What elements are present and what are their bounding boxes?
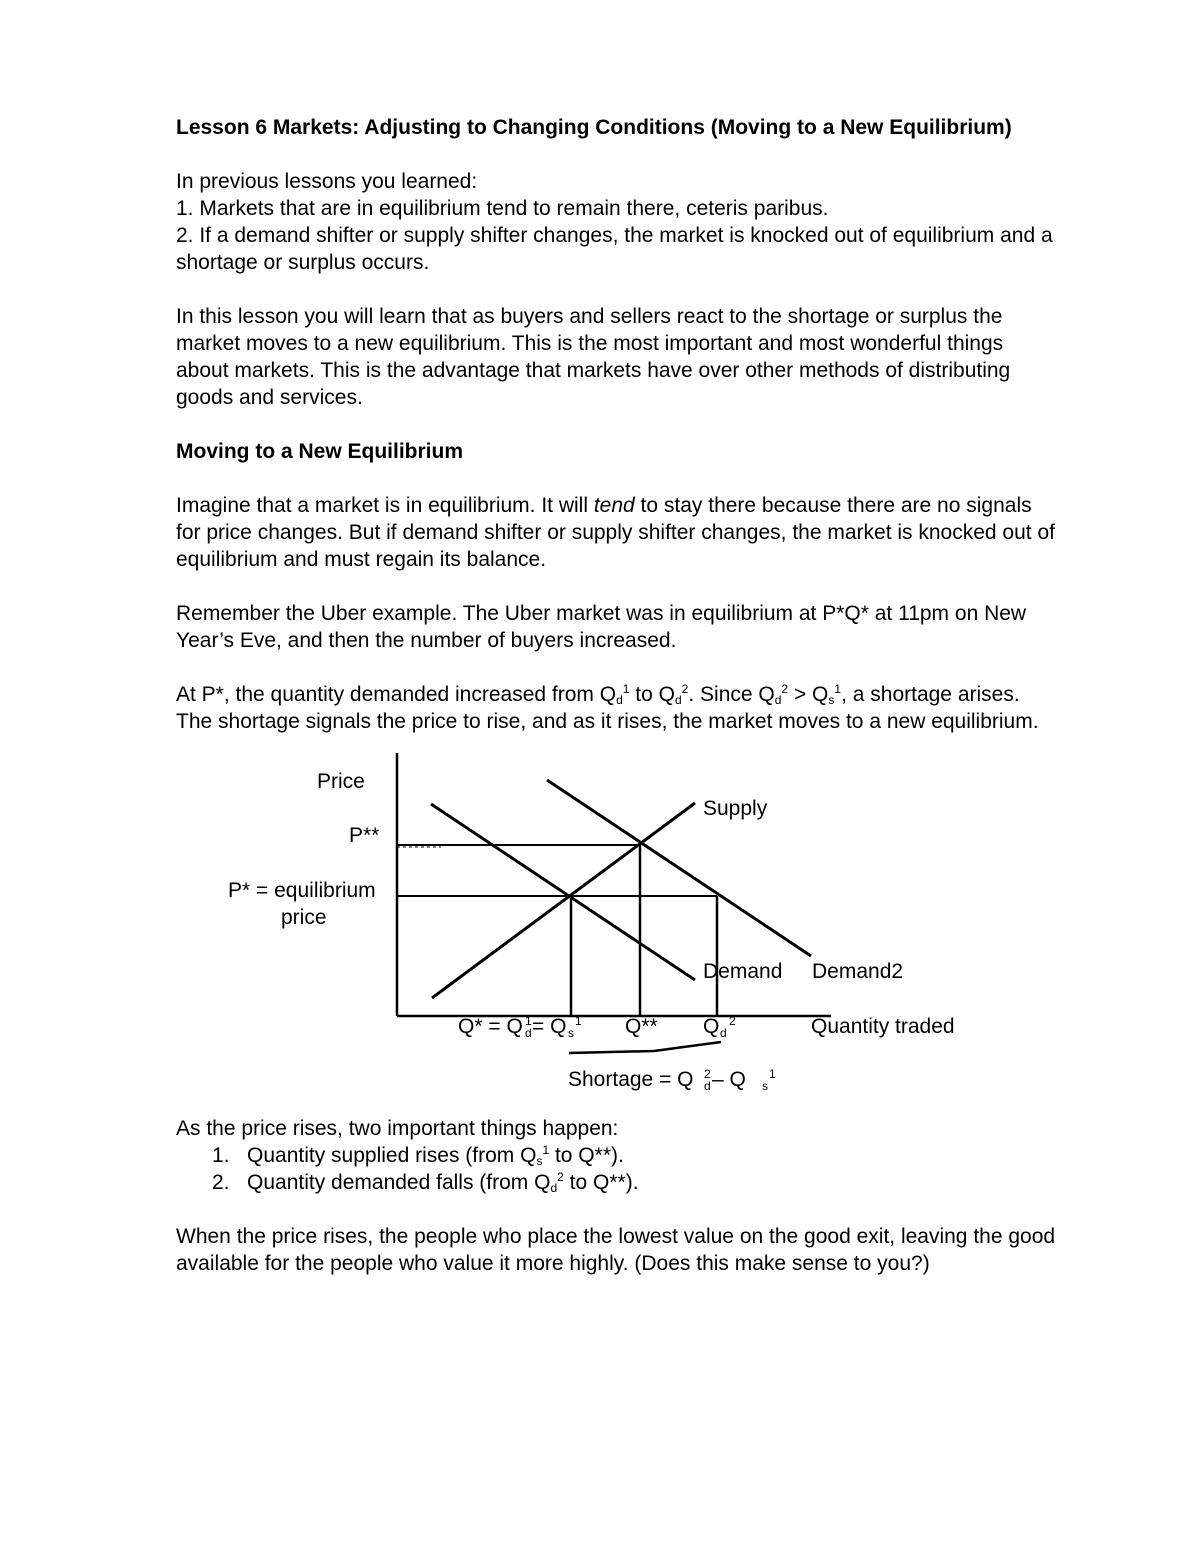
svg-text:1: 1 [525, 1014, 532, 1028]
price-axis-label: Price [317, 770, 365, 793]
svg-text:s: s [762, 1079, 768, 1093]
svg-text:d: d [704, 1079, 711, 1093]
lesson-paragraph: In this lesson you will learn that as buyers and sellers react to the shortage or surplus the market moves to a new equilibrium. This is the most important and most wonderful things about markets. This is the advantage that markets have over other methods of distributing goods and services. [176, 305, 1011, 409]
supply-label: Supply [703, 797, 768, 820]
svg-text:2: 2 [729, 1014, 736, 1028]
svg-text:Q: Q [703, 1015, 720, 1038]
closing-paragraph: When the price rises, the people who place the lowest value on the good exit, leaving the good available for the people who value it more highly. (Does this make sense to you?) [176, 1225, 1056, 1275]
quantity-axis-label: Quantity traded [811, 1015, 955, 1038]
lesson-title: Lesson 6 Markets: Adjusting to Changing Conditions (Moving to a New Equilibrium) [176, 116, 1012, 139]
qd2-label [703, 1014, 736, 1040]
demand-label: Demand [703, 960, 783, 983]
document-page [176, 114, 1056, 1277]
tend-emphasis: tend [593, 494, 635, 517]
intro-lead: In previous lessons you learned: [176, 170, 478, 193]
imagine-paragraph: Imagine that a market is in equilibrium. It will tend to stay there because there are no signals for price changes. But if demand shifter or supply shifter changes, the market is knocked out of equilibrium and must regain its balance. [176, 494, 1055, 571]
demand-curve [431, 804, 695, 980]
section-heading: Moving to a New Equilibrium [176, 440, 464, 463]
graph-svg [176, 735, 1056, 1115]
p-star-label-line2: price [281, 906, 327, 929]
shortage-bracket [569, 1042, 721, 1053]
price-rises-item-2: 2. Quantity demanded falls (from $Q_d^2$ to Q**). [212, 1170, 639, 1195]
svg-text:1: 1 [769, 1067, 776, 1081]
uber-paragraph: Remember the Uber example. The Uber market was in equilibrium at P*Q* at 11pm on New Year’s Eve, and then the number of buyers increased. [176, 602, 1027, 652]
svg-text:Q* = Q: Q* = Q [458, 1015, 523, 1038]
price-rises-list [176, 1142, 1056, 1196]
supply-demand-graph [176, 735, 1056, 1115]
q-star-label [458, 1014, 582, 1040]
svg-text:2: 2 [704, 1067, 711, 1081]
svg-text:1: 1 [575, 1014, 582, 1028]
svg-text:= Q: = Q [532, 1015, 567, 1038]
shortage-paragraph: At P*, the quantity demanded increased from $Q_d^1$ to $Q_d^2$. Since $Q_d^2 > Q_s^1$, a shortage arises. The shortage signals the price to rise, and as it rises, the market moves to a new equilibrium. [176, 682, 1039, 733]
q-star-star-label: Q** [625, 1015, 658, 1038]
svg-text:d: d [720, 1026, 727, 1040]
svg-text:s: s [568, 1026, 574, 1040]
demand2-label: Demand2 [812, 960, 904, 983]
shortage-label [568, 1067, 776, 1093]
price-rises-item-1: 1. Quantity supplied rises (from $Q_s^1$ to Q**). [212, 1143, 624, 1168]
intro-item-2: 2. If a demand shifter or supply shifter changes, the market is knocked out of equilibrium and a shortage or surplus occurs. [176, 224, 1053, 274]
demand2-curve [547, 780, 811, 956]
svg-text:d: d [525, 1026, 532, 1040]
svg-text:– Q: – Q [712, 1068, 746, 1091]
svg-text:Shortage = Q: Shortage = Q [568, 1068, 694, 1091]
p-star-star-label: P** [349, 824, 380, 847]
p-star-label-line1: P* = equilibrium [228, 879, 376, 902]
price-rises-lead: As the price rises, two important things happen: [176, 1117, 619, 1140]
intro-item-1: 1. Markets that are in equilibrium tend to remain there, ceteris paribus. [176, 197, 829, 220]
